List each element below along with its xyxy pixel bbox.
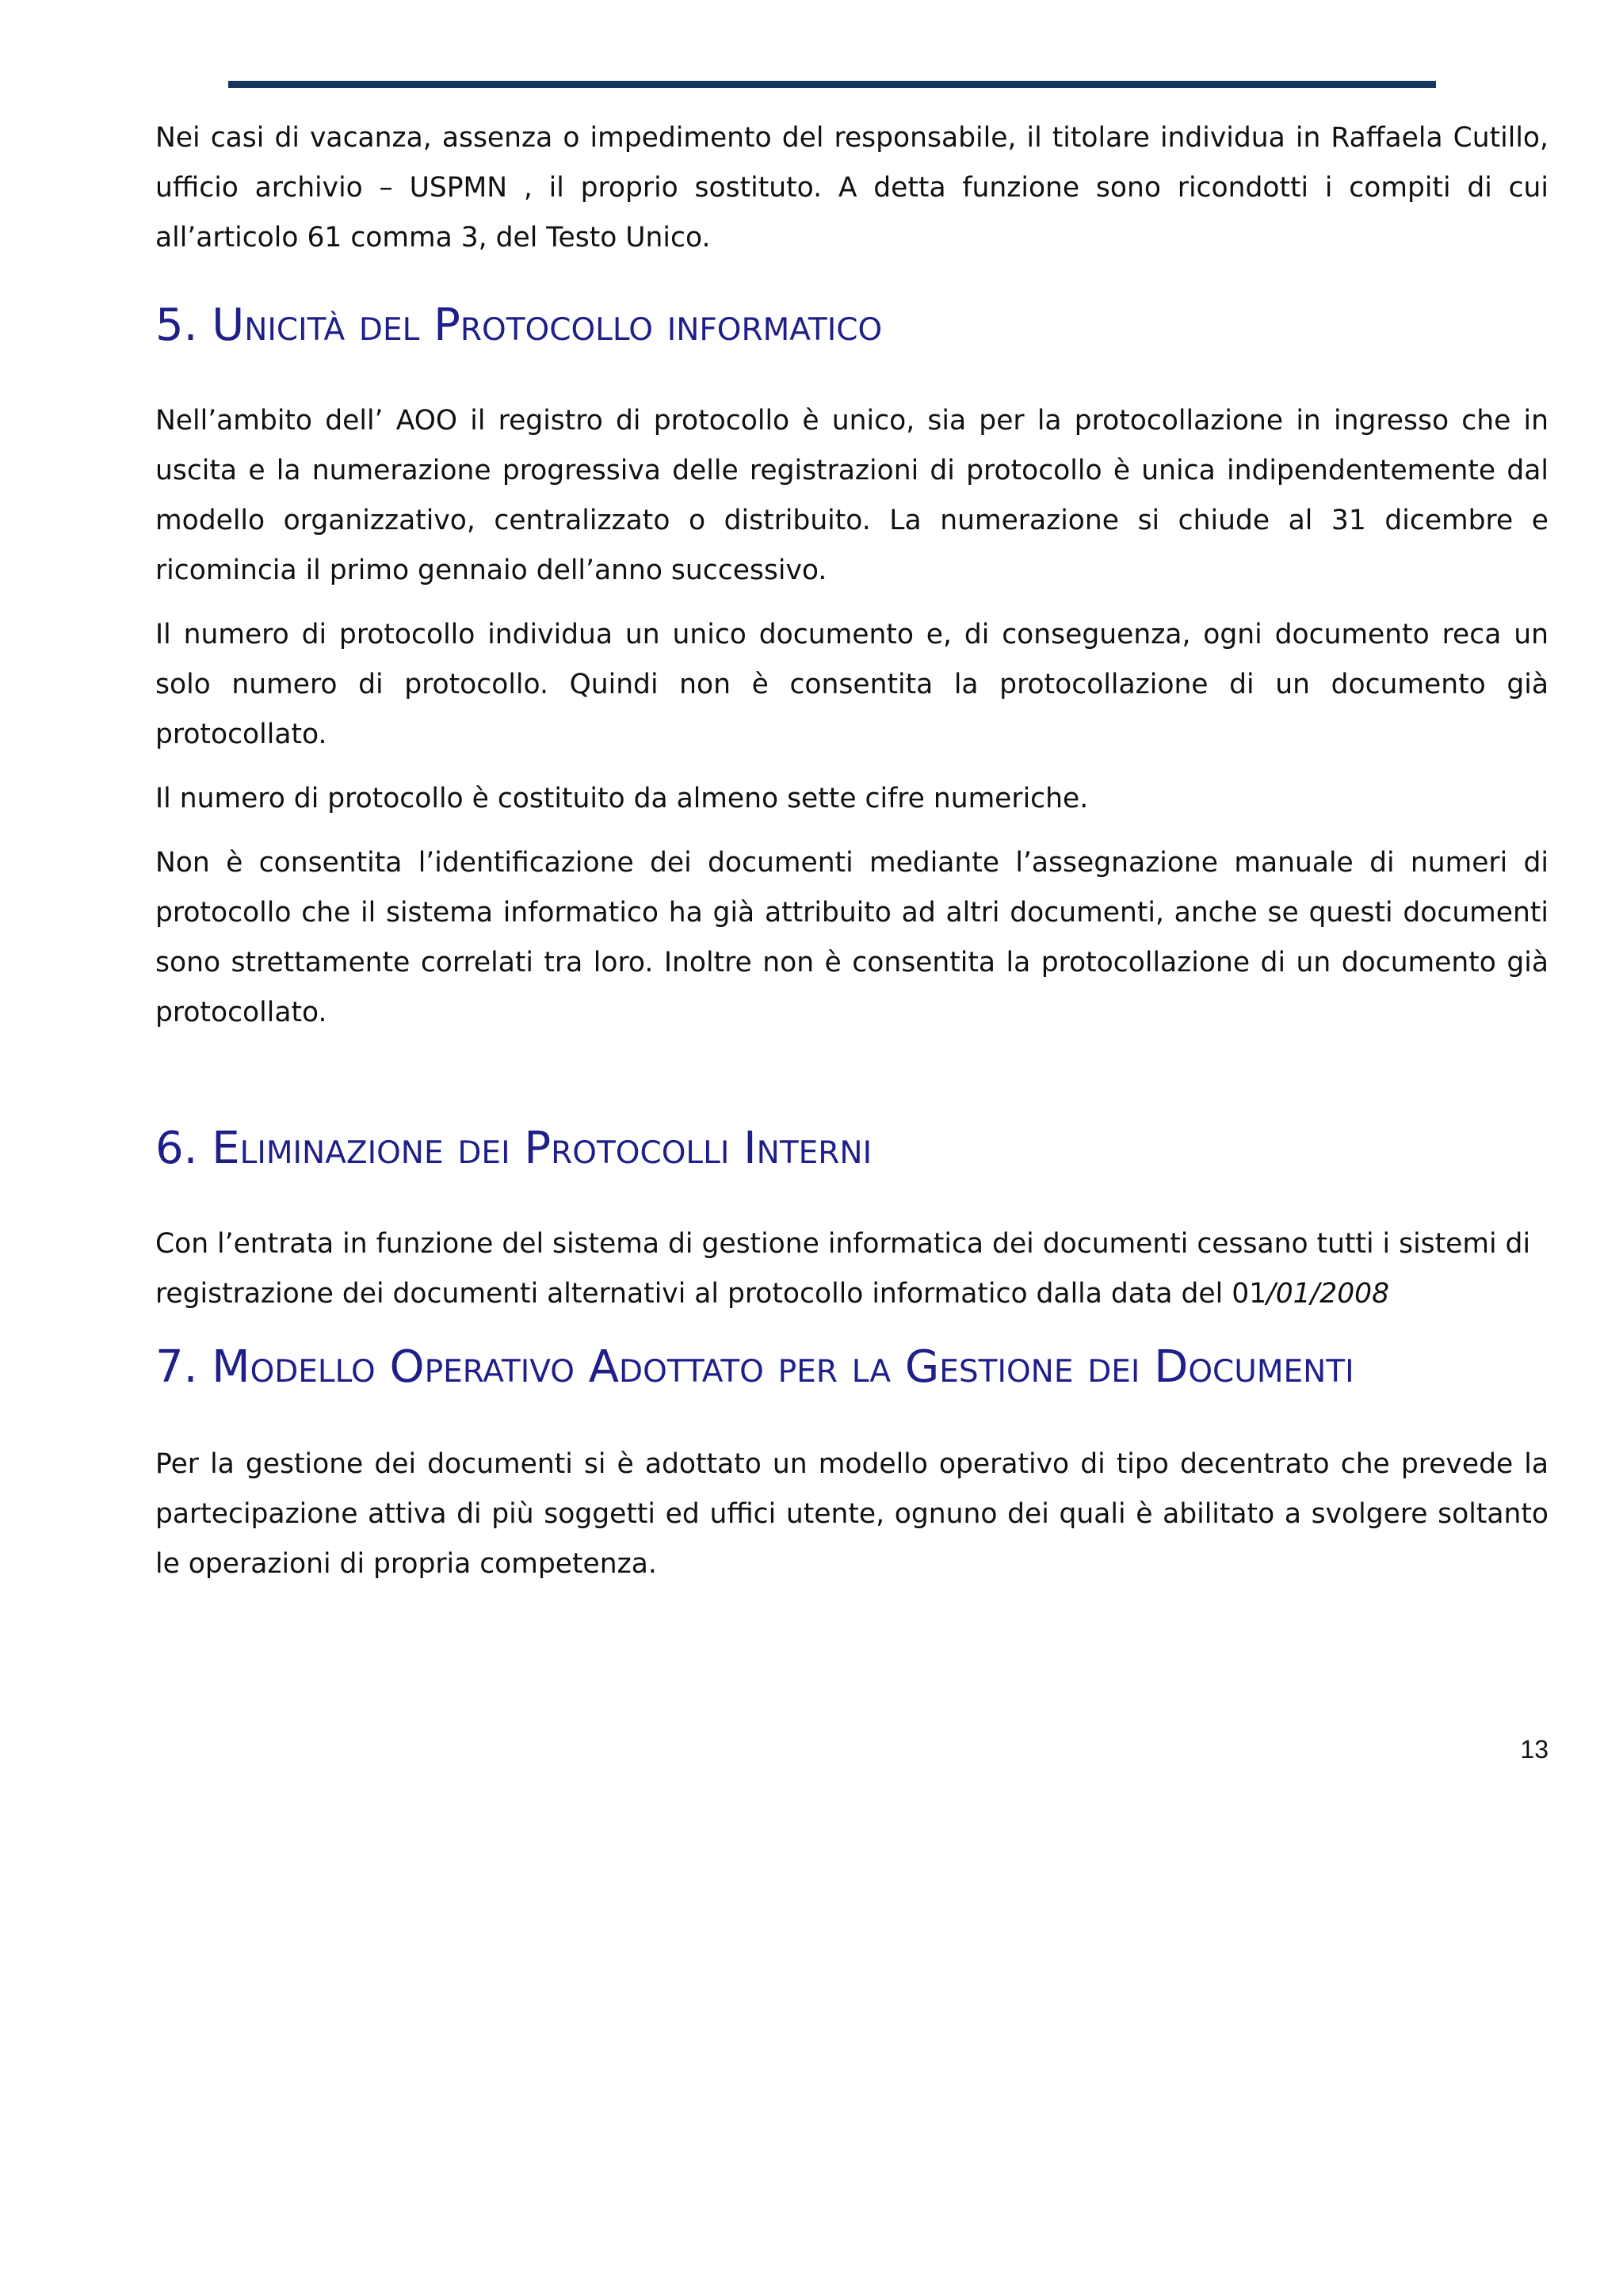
page-number: 13 <box>1520 1735 1549 1764</box>
section-7-number: 7. <box>155 1341 198 1393</box>
section-5-heading <box>155 298 1549 353</box>
section-6-paragraph <box>155 1219 1549 1319</box>
section-5-paragraph-3: Il numero di protocollo è costituito da almeno sette cifre numeriche. <box>155 783 1089 814</box>
section-6-title: Eliminazione dei Protocolli Interni <box>212 1123 873 1174</box>
section-5-title: Unicità del Protocollo informatico <box>212 299 883 351</box>
section-5-number: 5. <box>155 299 198 351</box>
section-7-title: Modello Operativo Adottato per la Gestione dei Documenti <box>212 1341 1354 1393</box>
header-rule <box>228 81 1436 88</box>
section-6-paragraph-date: /01/2008 <box>1266 1278 1390 1310</box>
section-6-number: 6. <box>155 1123 198 1174</box>
section-7-heading <box>155 1340 1549 1395</box>
section-6-paragraph-text: Con l’entrata in funzione del sistema di gestione informatica dei documenti cessano tutti i sistemi di registrazione dei documenti alternativi al protocollo informatico dalla data del 01 <box>155 1228 1531 1310</box>
section-5-paragraph-4: Non è consentita l’identificazione dei documenti mediante l’assegnazione manuale di numeri di protocollo che il sistema informatico ha già attribuito ad altri documenti, anche se questi documenti sono strettamente correlati tra loro. Inoltre non è consentita la protocollazione di un documento già protocollato. <box>155 847 1549 1028</box>
intro-paragraph: Nei casi di vacanza, assenza o impedimento del responsabile, il titolare individua in Raffaela Cutillo, ufficio archivio – USPMN , il proprio sostituto. A detta funzione sono ricondotti i compiti di cui all’articolo 61 comma 3, del Testo Unico. <box>155 122 1549 254</box>
section-7-paragraph: Per la gestione dei documenti si è adottato un modello operativo di tipo decentrato che prevede la partecipazione attiva di più soggetti ed uffici utente, ognuno dei quali è abilitato a svolgere soltanto le operazioni di propria competenza. <box>155 1448 1549 1580</box>
section-5-paragraph-2: Il numero di protocollo individua un unico documento e, di conseguenza, ogni documento reca un solo numero di protocollo. Quindi non è consentita la protocollazione di un documento già protocollato. <box>155 619 1549 750</box>
document-body <box>155 113 1549 1589</box>
section-5-paragraph-1: Nell’ambito dell’ AOO il registro di protocollo è unico, sia per la protocollazione in ingresso che in uscita e la numerazione progressiva delle registrazioni di protocollo è unica indipendentemente dal modello organizzativo, centralizzato o distribuito. La numerazione si chiude al 31 dicembre e ricomincia il primo gennaio dell’anno successivo. <box>155 405 1549 586</box>
section-6-heading <box>155 1121 1549 1177</box>
